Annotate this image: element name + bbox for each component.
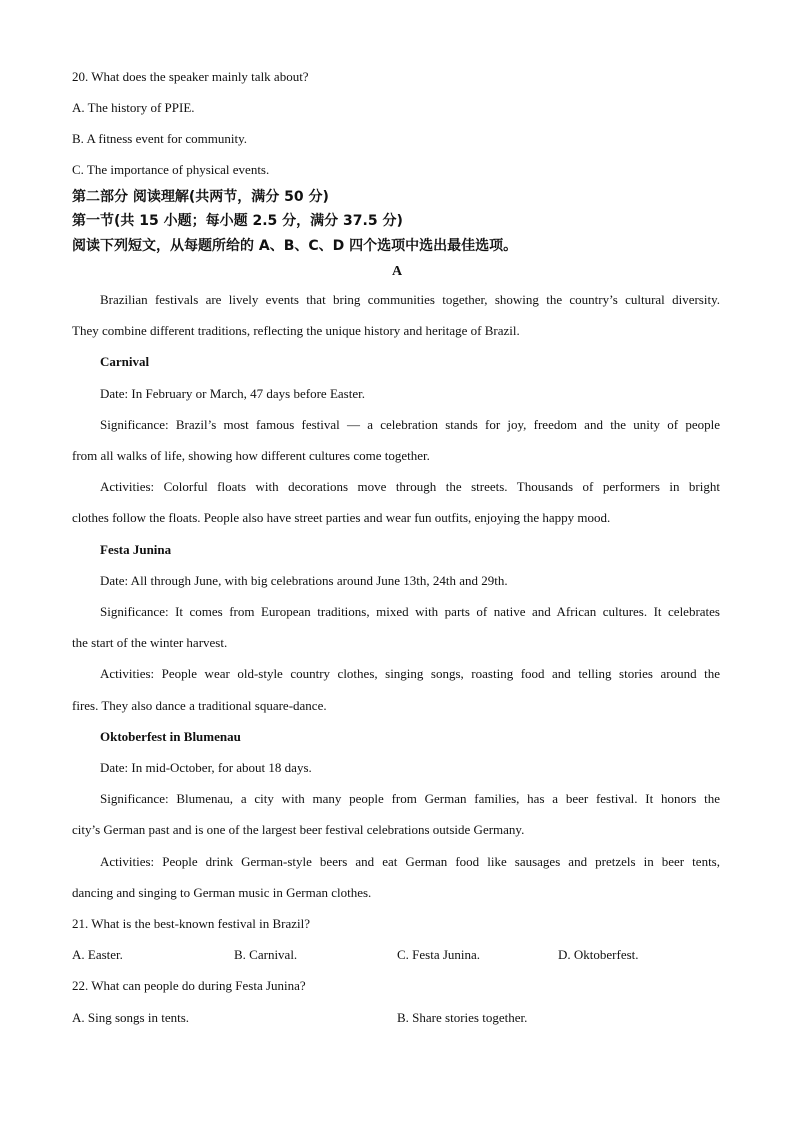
q21-option-c: C. Festa Junina. — [397, 947, 481, 962]
oktoberfest-significance-line2: city’s German past and is one of the largest beer festival celebrations outside Germany. — [72, 822, 525, 837]
festa-junina-activities-line2: fires. They also dance a traditional square-dance. — [72, 698, 327, 713]
passage-letter: A — [391, 264, 403, 279]
q20-option-a: A. The history of PPIE. — [72, 100, 195, 115]
carnival-activities-line2: clothes follow the floats. People also have street parties and wear fun outfits, enjoying the happy mood. — [72, 510, 611, 525]
section-subtitle: 第一节(共 15 小题；每小题 2.5 分，满分 37.5 分) — [72, 213, 403, 229]
q22-option-a: A. Sing songs in tents. — [72, 1010, 190, 1025]
festival-title-festa-junina: Festa Junina — [100, 542, 172, 557]
carnival-activities-line1: Activities: Colorful floats with decorations move through the streets. Thousands of performers in bright — [100, 479, 720, 494]
carnival-significance-line2: from all walks of life, showing how different cultures come together. — [72, 448, 430, 463]
festa-junina-significance-line2: the start of the winter harvest. — [72, 635, 228, 650]
q20-question: 20. What does the speaker mainly talk about? — [72, 69, 309, 84]
q20-option-c: C. The importance of physical events. — [72, 162, 270, 177]
oktoberfest-activities-line1: Activities: People drink German-style beers and eat German food like sausages and pretzels in beer tents, — [100, 854, 720, 869]
oktoberfest-date: Date: In mid-October, for about 18 days. — [100, 760, 312, 775]
section-instruction: 阅读下列短文，从每题所给的 A、B、C、D 四个选项中选出最佳选项。 — [72, 238, 518, 254]
q21-question: 21. What is the best-known festival in Brazil? — [72, 916, 311, 931]
q20-option-b: B. A fitness event for community. — [72, 131, 247, 146]
oktoberfest-significance-line1: Significance: Blumenau, a city with many people from German families, has a beer festival. It honors the — [100, 791, 720, 806]
q21-option-b: B. Carnival. — [234, 947, 298, 962]
festa-junina-activities-line1: Activities: People wear old-style country clothes, singing songs, roasting food and telling stories around the — [100, 666, 720, 681]
oktoberfest-activities-line2: dancing and singing to German music in German clothes. — [72, 885, 372, 900]
festa-junina-date: Date: All through June, with big celebrations around June 13th, 24th and 29th. — [100, 573, 508, 588]
part-title: 第二部分 阅读理解(共两节，满分 50 分) — [72, 189, 329, 205]
passage-intro-line1: Brazilian festivals are lively events that bring communities together, showing the country’s cultural diversity. — [100, 292, 720, 307]
q21-option-a: A. Easter. — [72, 947, 123, 962]
festival-title-oktoberfest: Oktoberfest in Blumenau — [100, 729, 241, 744]
passage-intro-line2: They combine different traditions, reflecting the unique history and heritage of Brazil. — [72, 323, 520, 338]
q22-option-b: B. Share stories together. — [397, 1010, 528, 1025]
carnival-date: Date: In February or March, 47 days before Easter. — [100, 386, 365, 401]
festa-junina-significance-line1: Significance: It comes from European traditions, mixed with parts of native and African cultures. It celebrates — [100, 604, 720, 619]
q22-question: 22. What can people do during Festa Junina? — [72, 978, 306, 993]
festival-title-carnival: Carnival — [100, 354, 150, 369]
q21-option-d: D. Oktoberfest. — [558, 947, 639, 962]
carnival-significance-line1: Significance: Brazil’s most famous festival — a celebration stands for joy, freedom and the unity of people — [100, 417, 720, 432]
